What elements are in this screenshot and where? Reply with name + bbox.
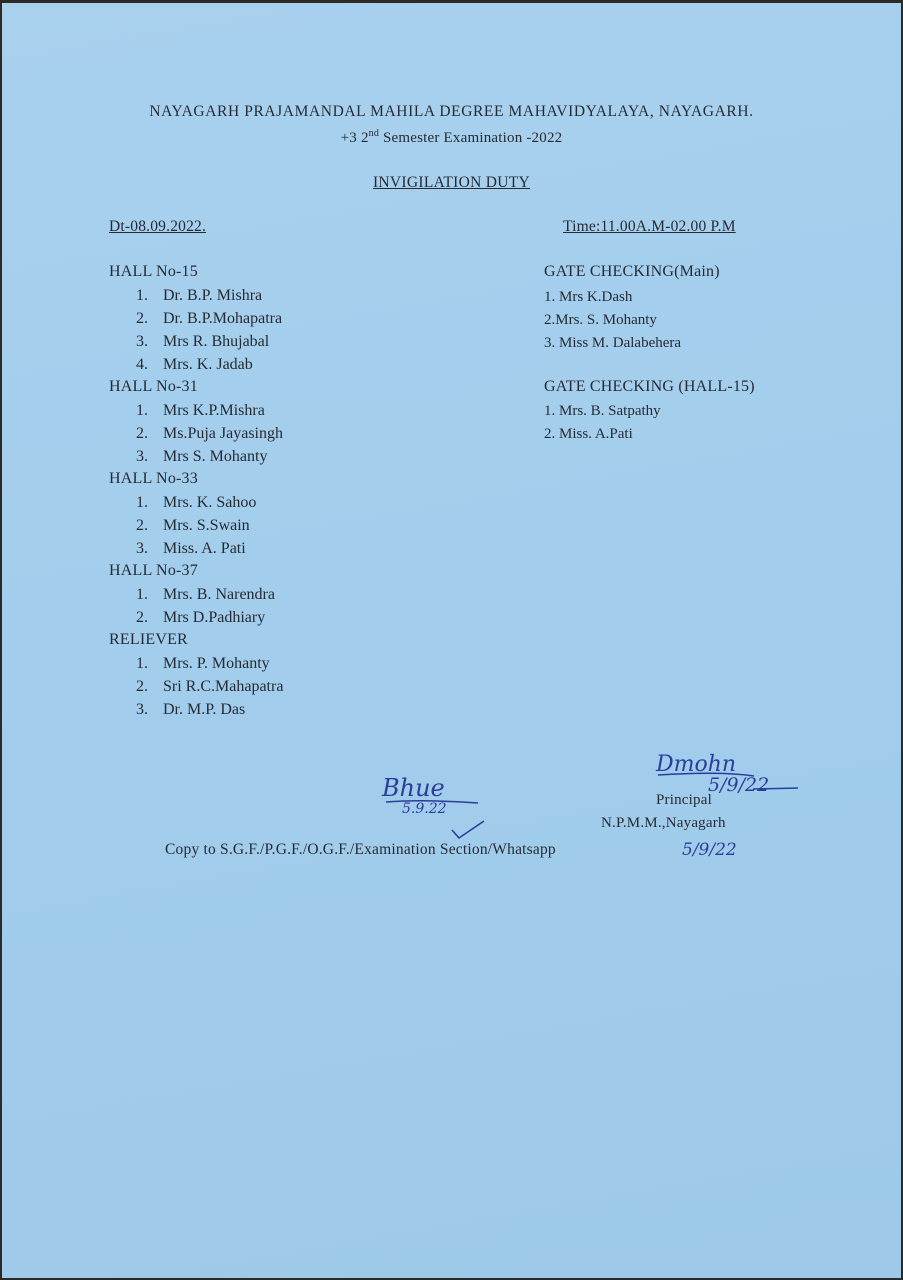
hall-member-list [136, 583, 275, 629]
signatory-role: Principal [656, 792, 712, 808]
list-item: 1. Mrs K.Dash [544, 289, 633, 305]
list-item: 2. Ms.Puja Jayasingh [136, 425, 283, 442]
list-item: 2. Mrs. S.Swain [136, 517, 250, 534]
hall-title: HALL No-37 [109, 562, 198, 579]
svg-text:5/9/22: 5/9/22 [682, 840, 737, 860]
list-item: 2. Sri R.C.Mahapatra [136, 678, 284, 695]
gate-checking-main-title: GATE CHECKING(Main) [544, 263, 720, 280]
exam-name: +3 2nd Semester Examination -2022 [340, 128, 563, 146]
svg-text:Dmohn: Dmohn [656, 752, 737, 777]
gate-checking-hall-title: GATE CHECKING (HALL-15) [544, 378, 755, 395]
reliever-list [136, 652, 283, 721]
svg-text:5.9.22: 5.9.22 [402, 801, 447, 817]
hall-member-list [136, 399, 283, 468]
list-item: 3. Dr. M.P. Das [136, 701, 246, 718]
list-item: 3. Mrs R. Bhujabal [136, 333, 270, 350]
exam-time: Time:11.00A.M-02.00 P.M [563, 218, 736, 235]
list-item: 1. Dr. B.P. Mishra [136, 287, 263, 304]
list-item: 1. Mrs. P. Mohanty [136, 655, 270, 672]
hall-title: HALL No-15 [109, 263, 198, 280]
list-item: 3. Mrs S. Mohanty [136, 448, 268, 465]
list-item: 2. Dr. B.P.Mohapatra [136, 310, 283, 327]
hall-title: HALL No-31 [109, 378, 198, 395]
list-item: 2.Mrs. S. Mohanty [544, 312, 657, 328]
list-item: 3. Miss. A. Pati [136, 540, 246, 557]
reliever-title: RELIEVER [109, 631, 188, 648]
document-sheet [2, 3, 901, 1278]
hall-member-list [136, 491, 256, 560]
list-item: 1. Mrs K.P.Mishra [136, 402, 265, 419]
signatory-office: N.P.M.M.,Nayagarh [601, 815, 726, 831]
principal-signature [650, 731, 810, 795]
gate-checking-hall-list [544, 400, 661, 446]
list-item: 2. Mrs D.Padhiary [136, 609, 266, 626]
list-item: 1. Mrs. K. Sahoo [136, 494, 257, 511]
institution-name: NAYAGARH PRAJAMANDAL MAHILA DEGREE MAHAVIDYALAYA, NAYAGARH. [149, 103, 754, 120]
hall-title: HALL No-33 [109, 470, 198, 487]
list-item: 1. Mrs. B. Satpathy [544, 403, 661, 419]
handwritten-date [678, 829, 768, 869]
hall-member-list [136, 284, 282, 376]
document-title: INVIGILATION DUTY [372, 174, 531, 191]
svg-text:Bhue: Bhue [382, 774, 445, 802]
handwritten-initials [380, 766, 500, 846]
list-item: 4. Mrs. K. Jadab [136, 356, 253, 373]
list-item: 1. Mrs. B. Narendra [136, 586, 275, 603]
exam-date: Dt-08.09.2022. [109, 218, 207, 235]
list-item: 3. Miss M. Dalabehera [544, 335, 682, 351]
gate-checking-main-list [544, 286, 681, 355]
copy-to-note: Copy to S.G.F./P.G.F./O.G.F./Examination Section/Whatsapp [165, 841, 556, 858]
list-item: 2. Miss. A.Pati [544, 426, 633, 442]
svg-text:5/9/22: 5/9/22 [708, 774, 770, 795]
